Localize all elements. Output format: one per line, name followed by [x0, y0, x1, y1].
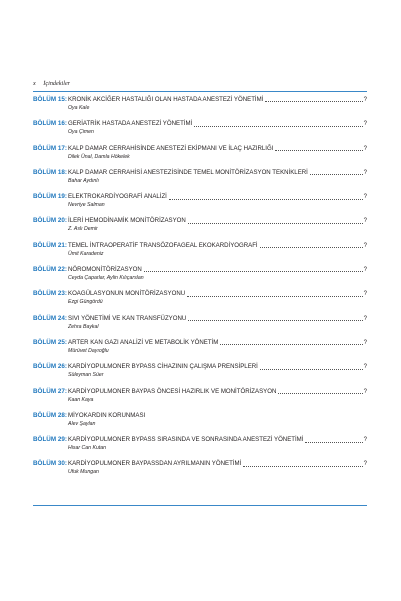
page-number: ?	[363, 241, 367, 249]
chapter-author: Oya Kale	[68, 105, 90, 111]
chapter-author: Hisar Can Kutan	[68, 445, 107, 452]
toc-entry[interactable]	[33, 388, 367, 412]
dot-leader	[169, 199, 363, 200]
page-number: ?	[363, 168, 367, 176]
page-number: ?	[363, 314, 367, 322]
chapter-title: KARDİYOPULMONER BAYPASSDAN AYRILMANIN YÖNETİMİ	[68, 460, 242, 468]
chapter-number: BÖLÜM 27:	[33, 387, 67, 395]
chapter-title: KOAGÜLASYONUN MONİTÖRİZASYONU	[68, 290, 186, 298]
page-number: ?	[363, 436, 367, 444]
chapter-author: Oya Çimen	[68, 129, 94, 136]
dot-leader	[305, 442, 362, 443]
toc-entry-line	[33, 363, 367, 371]
page-number: ?	[363, 217, 367, 225]
toc-entry-line	[33, 96, 367, 104]
chapter-number: BÖLÜM 24:	[33, 314, 67, 322]
dot-leader	[278, 393, 362, 394]
dot-leader	[188, 223, 363, 224]
chapter-author: Bahar Aydınlı	[68, 177, 99, 184]
dot-leader	[260, 369, 363, 370]
chapter-number: BÖLÜM 17:	[33, 144, 67, 152]
chapter-number: BÖLÜM 18:	[33, 168, 67, 176]
chapter-author: Ümit Karadeniz	[68, 250, 104, 257]
dot-leader	[265, 101, 362, 102]
header-page-number: x	[33, 80, 36, 87]
toc-entry[interactable]	[33, 412, 367, 436]
chapter-title: KALP DAMAR CERRAHİSİ ANESTEZİSİNDE TEMEL MONİTÖRİZASYON TEKNİKLERİ	[68, 168, 308, 176]
chapter-title: KALP DAMAR CERRAHİSİNDE ANESTEZİ EKİPMANI VE İLAÇ HAZIRLIĞI	[68, 144, 274, 152]
chapter-title: İLERİ HEMODİNAMİK MONİTÖRİZASYON	[68, 217, 186, 225]
chapter-number: BÖLÜM 26:	[33, 363, 67, 371]
chapter-number: BÖLÜM 21:	[33, 241, 67, 249]
toc-entry[interactable]	[33, 145, 367, 169]
chapter-author: Alev Şaylan	[68, 420, 96, 427]
chapter-number: BÖLÜM 22:	[33, 266, 67, 274]
chapter-author: Ezgi Güngördü	[68, 299, 103, 306]
chapter-title: KARDİYOPULMONER BYPASS CİHAZININ ÇALIŞMA PRENSİPLERİ	[68, 363, 258, 371]
toc-entry[interactable]	[33, 460, 367, 484]
chapter-title: GERİATRİK HASTADA ANESTEZİ YÖNETİMİ	[68, 120, 193, 128]
toc-entry-line	[33, 290, 367, 298]
table-of-contents	[33, 96, 367, 485]
chapter-author: Zehra Baykal	[68, 323, 99, 330]
dot-leader	[194, 126, 362, 127]
chapter-title: MİYOKARDIN KORUNMASI	[68, 411, 146, 419]
toc-entry[interactable]	[33, 96, 367, 120]
toc-entry-line	[33, 315, 367, 323]
chapter-author: Ceyda Çaparlar, Aylin Kılıçarslan	[68, 275, 144, 282]
chapter-title: KRONİK AKCİĞER HASTALIĞI OLAN HASTADA ANESTEZİ YÖNETİMİ	[68, 96, 264, 103]
dot-leader	[188, 320, 362, 321]
toc-entry-line	[33, 120, 367, 128]
chapter-title: KARDİYOPULMONER BAYPAS ÖNCESİ HAZIRLIK VE MONİTÖRİZASYON	[68, 387, 277, 395]
toc-entry-line	[33, 145, 367, 153]
toc-entry-line	[33, 412, 367, 420]
toc-entry[interactable]	[33, 242, 367, 266]
page-number: ?	[363, 387, 367, 395]
toc-entry-line	[33, 436, 367, 444]
dot-leader	[260, 247, 363, 248]
running-header	[33, 80, 367, 87]
chapter-title: NÖROMONİTÖRİZASYON	[68, 266, 142, 274]
page-number: ?	[363, 144, 367, 152]
page-number: ?	[363, 363, 367, 371]
chapter-number: BÖLÜM 19:	[33, 193, 67, 201]
toc-entry[interactable]	[33, 120, 367, 144]
page-number: ?	[363, 266, 367, 274]
chapter-number: BÖLÜM 25:	[33, 338, 67, 346]
chapter-title: ARTER KAN GAZI ANALİZİ VE METABOLİK YÖNETİM	[68, 338, 219, 346]
toc-entry-line	[33, 217, 367, 225]
chapter-author: Z. Aslı Demir	[68, 226, 98, 233]
chapter-title: ELEKTROKARDİYOGRAFİ ANALİZİ	[68, 193, 167, 201]
dot-leader	[187, 296, 362, 297]
chapter-author: Süleyman Süer	[68, 372, 104, 379]
toc-entry[interactable]	[33, 266, 367, 290]
dot-leader	[275, 150, 362, 151]
chapter-author: Ufuk Mungan	[68, 469, 99, 476]
toc-entry[interactable]	[33, 290, 367, 314]
chapter-number: BÖLÜM 20:	[33, 217, 67, 225]
page-number: ?	[363, 96, 367, 103]
toc-entry-line	[33, 460, 367, 468]
dot-leader	[144, 271, 363, 272]
page-number: ?	[363, 338, 367, 346]
chapter-title: TEMEL İNTRAOPERATİF TRANSÖZOFAGEAL EKOKARDİYOGRAFİ	[68, 241, 258, 249]
toc-entry-line	[33, 388, 367, 396]
toc-entry[interactable]	[33, 193, 367, 217]
dot-leader	[243, 466, 362, 467]
toc-entry[interactable]	[33, 217, 367, 241]
header-rule	[33, 91, 367, 92]
toc-entry[interactable]	[33, 436, 367, 460]
page-number: ?	[363, 120, 367, 128]
toc-entry-line	[33, 339, 367, 347]
chapter-author: Dilek Ünal, Damla Hökelek	[68, 153, 130, 160]
chapter-number: BÖLÜM 30:	[33, 460, 67, 468]
page-number: ?	[363, 290, 367, 298]
toc-entry[interactable]	[33, 315, 367, 339]
toc-entry-line	[33, 266, 367, 274]
toc-entry-line	[33, 193, 367, 201]
chapter-number: BÖLÜM 29:	[33, 436, 67, 444]
chapter-number: BÖLÜM 16:	[33, 120, 67, 128]
chapter-title: SIVI YÖNETİMİ VE KAN TRANSFÜZYONU	[68, 314, 187, 322]
chapter-number: BÖLÜM 28:	[33, 411, 67, 419]
toc-entry[interactable]	[33, 363, 367, 387]
chapter-author: Nevriye Salman	[68, 202, 105, 209]
chapter-author: Mürüvet Dayıoğlu	[68, 347, 109, 354]
toc-entry-line	[33, 242, 367, 250]
toc-entry-line	[33, 169, 367, 177]
chapter-author: Kaan Kaya	[68, 396, 94, 403]
toc-entry[interactable]	[33, 169, 367, 193]
footer-rule	[33, 505, 367, 506]
header-title: İçindekiler	[43, 80, 71, 87]
page-number: ?	[363, 460, 367, 468]
dot-leader	[220, 344, 362, 345]
toc-entry[interactable]	[33, 339, 367, 363]
chapter-number: BÖLÜM 23:	[33, 290, 67, 298]
dot-leader	[310, 174, 363, 175]
chapter-number: BÖLÜM 15:	[33, 96, 67, 103]
page-number: ?	[363, 193, 367, 201]
chapter-title: KARDİYOPULMONER BYPASS SIRASINDA VE SONRASINDA ANESTEZİ YÖNETİMİ	[68, 436, 304, 444]
